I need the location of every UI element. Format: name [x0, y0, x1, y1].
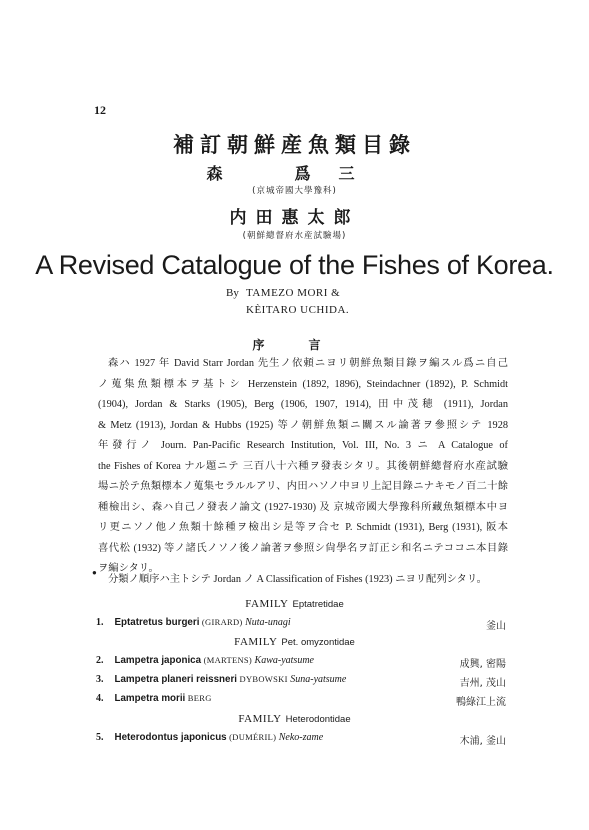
species-authority: DYBOWSKI	[239, 674, 288, 684]
author-2-affiliation: (朝鮮總督府水産試驗場)	[242, 231, 347, 241]
species-common-name: Neko-zame	[278, 732, 324, 743]
author-1-affiliation: (京城帝國大學豫科)	[252, 186, 337, 196]
species-entry	[96, 732, 506, 747]
family-label: FAMILY	[238, 713, 282, 725]
family-heading	[0, 636, 589, 648]
page-number: 12	[94, 103, 106, 117]
species-entry	[96, 674, 506, 689]
species-authority: (MARTENS)	[203, 655, 253, 665]
paragraph-line: & Metz (1913), Jordan & Hubbs (1925) 等ノ朝鮮魚類ニ關スル論著ヲ參照シテ 1928	[98, 419, 508, 431]
paragraph-line: 場ニ於テ魚類標本ノ蒐集セラルルアリ、内田ハソノ中ヨリ上記目錄ニナキモノ百二十餘	[98, 481, 508, 492]
byline-author-1: TAMEZO MORI &	[246, 287, 341, 299]
species-locality: 吉州, 茂山	[459, 678, 506, 689]
species-number: 1.	[96, 617, 104, 628]
species-entry	[96, 693, 506, 708]
species-number: 2.	[96, 655, 104, 666]
species-locality: 釜山	[486, 621, 506, 632]
byline-by: By	[226, 287, 239, 299]
species-scientific-name: Lampetra morii	[114, 693, 186, 704]
species-authority: (GIRARD)	[201, 617, 243, 627]
family-heading	[0, 713, 589, 725]
species-entry	[96, 617, 506, 632]
paragraph-line: 種檢出シ、森ハ自己ノ發表ノ論文 (1927-1930) 及 京城帝國大學豫科所藏魚類標本中ヨ	[98, 501, 508, 513]
species-locality: 鴨綠江上流	[456, 697, 506, 708]
paragraph-line: 喜代松 (1932) 等ノ諸氏ノソノ後ノ論著ヲ參照シ尙學名ヲ訂正シ和名ニテココニ本目錄	[98, 542, 508, 554]
paragraph-line: 森ハ 1927 年 David Starr Jordan 先生ノ依頼ニヨリ朝鮮魚類目錄ヲ編スル爲ニ自己	[108, 358, 508, 369]
species-locality: 木浦, 釜山	[459, 736, 506, 747]
paragraph-line: (1904), Jordan & Starks (1905), Berg (1906, 1907, 1914), 田中茂穂 (1911), Jordan	[98, 399, 508, 410]
family-label: FAMILY	[245, 598, 289, 610]
paragraph-line: リ更ニソノ他ノ魚類十餘種ヲ檢出シ是等ヲ合セ P. Schmidt (1931), Berg (1931), 阪本	[98, 522, 508, 533]
species-scientific-name: Eptatretus burgeri	[114, 617, 200, 628]
paragraph-line: 年發行ノ Journ. Pan-Pacific Research Institution, Vol. III, No. 3 ニ A Catalogue of	[98, 440, 508, 451]
english-title: A Revised Catalogue of the Fishes of Korea.	[35, 250, 554, 280]
species-authority: (DUMÉRIL)	[229, 732, 277, 742]
species-scientific-name: Heterodontus japonicus	[114, 732, 227, 743]
species-common-name: Kawa-yatsume	[254, 655, 314, 666]
preface-heading: 序 言	[252, 338, 337, 352]
species-number: 4.	[96, 693, 104, 704]
preface-paragraph-2: 分類ノ順序ハ主トシテ Jordan ノ A Classification of Fishes (1923) ニヨリ配列シタリ。	[108, 574, 487, 585]
species-common-name: Nuta-unagi	[245, 617, 291, 628]
preface-paragraph-1	[98, 354, 508, 580]
species-number: 5.	[96, 732, 104, 743]
author-2-name-jp: 内田惠太郎	[229, 208, 360, 228]
species-locality: 成興, 密陽	[459, 659, 506, 670]
paragraph-line: ノ蒐集魚類標本ヲ基トシ Herzenstein (1892, 1896), Steindachner (1892), P. Schmidt	[98, 378, 508, 390]
species-scientific-name: Lampetra japonica	[114, 655, 202, 666]
byline-author-2: KÈITARO UCHIDA.	[246, 304, 350, 316]
stray-dot: ●	[92, 568, 97, 577]
family-label: FAMILY	[234, 636, 278, 648]
paragraph-line: ヲ編シタリ。	[98, 563, 159, 574]
species-scientific-name: Lampetra planeri reissneri	[114, 674, 238, 685]
species-authority: BERG	[187, 693, 212, 703]
author-1-name-jp: 森 爲三	[206, 164, 383, 183]
japanese-title: 補訂朝鮮産魚類目錄	[173, 133, 416, 157]
species-number: 3.	[96, 674, 104, 685]
species-entry	[96, 655, 506, 670]
paragraph-line: the Fishes of Korea ナル題ニテ 三百八十六種ヲ發表シタリ。其後朝鮮總督府水産試驗	[98, 460, 508, 472]
family-name: Heterodontidae	[285, 714, 351, 725]
family-heading	[0, 598, 589, 610]
family-name: Eptatretidae	[292, 599, 344, 610]
family-name: Pet. omyzontidae	[281, 637, 355, 648]
species-common-name: Suna-yatsume	[290, 674, 347, 685]
